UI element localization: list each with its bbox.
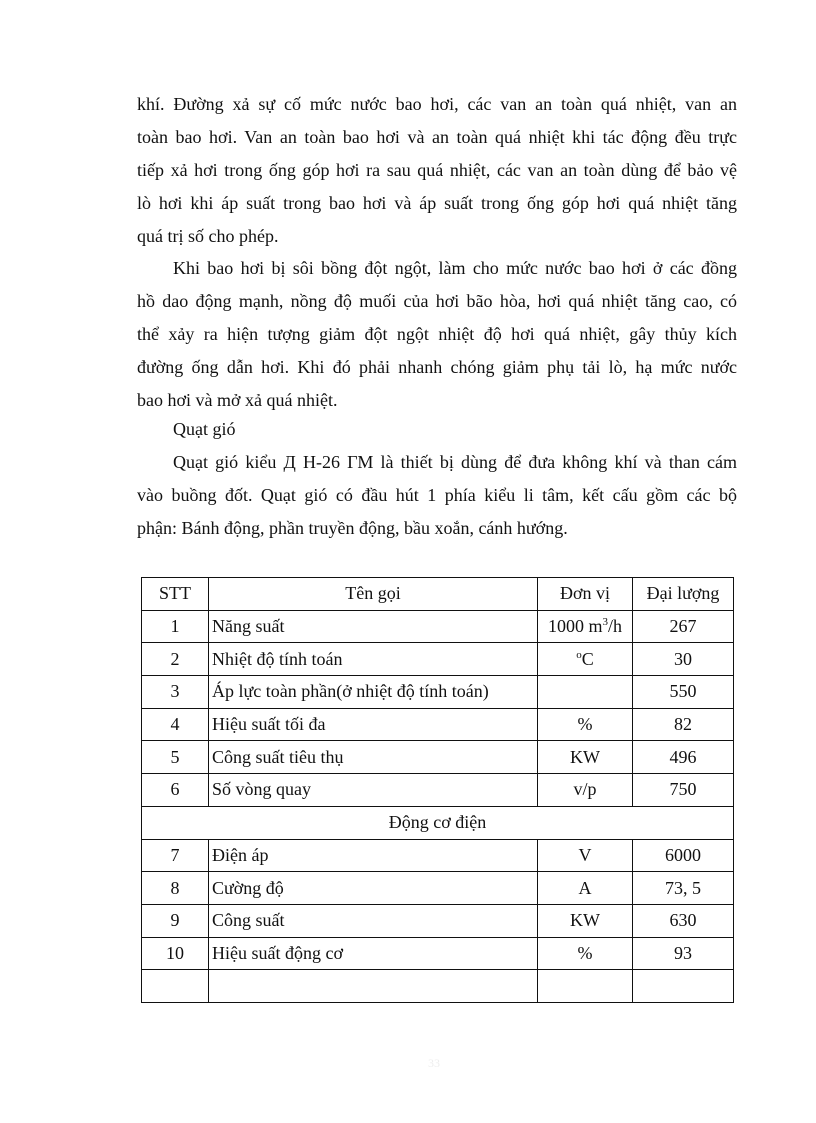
text-line: đường ống dẫn hơi. Khi đó phải nhanh chóng giảm phụ tải lò, hạ mức nước <box>137 357 737 377</box>
text-line: lò hơi khi áp suất trong bao hơi và áp suất trong ống góp hơi quá nhiệt tăng <box>137 193 737 213</box>
cell-name: Điện áp <box>209 839 538 872</box>
section-heading: Quạt gió <box>173 419 236 439</box>
cell-unit: A <box>538 872 633 905</box>
cell-name: Số vòng quay <box>209 774 538 807</box>
cell-name: Hiệu suất động cơ <box>209 937 538 970</box>
text-line: tiếp xả hơi trong ống góp hơi ra sau quá nhiệt, các van an toàn dùng để bảo vệ <box>137 160 737 180</box>
cell-stt: 7 <box>142 839 209 872</box>
cell-name: Công suất <box>209 904 538 937</box>
cell-empty <box>633 970 734 1003</box>
table-row <box>142 937 734 970</box>
cell-unit: V <box>538 839 633 872</box>
table-row <box>142 839 734 872</box>
text-line: quá trị số cho phép. <box>137 226 279 246</box>
unit-suffix: /h <box>608 616 623 637</box>
text-line: Quạt gió kiểu Д H-26 ГМ là thiết bị dùng để đưa không khí và than cám <box>173 452 737 472</box>
table-row <box>142 774 734 807</box>
text-line: phận: Bánh động, phần truyền động, bầu xoắn, cánh hướng. <box>137 518 568 538</box>
cell-unit: % <box>538 937 633 970</box>
cell-stt: 4 <box>142 708 209 741</box>
cell-name: Năng suất <box>209 610 538 643</box>
cell-stt: 2 <box>142 643 209 676</box>
paragraph-fan <box>137 446 737 545</box>
cell-value: 82 <box>633 708 734 741</box>
text-line: thể xảy ra hiện tượng giảm đột ngột nhiệt độ hơi quá nhiệt, gây thủy kích <box>137 324 737 344</box>
cell-stt: 9 <box>142 904 209 937</box>
group-label-motor: Động cơ điện <box>142 806 734 839</box>
table-empty-row <box>142 970 734 1003</box>
cell-value: 73, 5 <box>633 872 734 905</box>
text-line: bao hơi và mở xả quá nhiệt. <box>137 390 338 410</box>
cell-empty <box>142 970 209 1003</box>
cell-value: 550 <box>633 676 734 709</box>
table-row <box>142 741 734 774</box>
cell-stt: 6 <box>142 774 209 807</box>
header-name: Tên gọi <box>209 578 538 611</box>
table-row <box>142 610 734 643</box>
cell-name: Hiệu suất tối đa <box>209 708 538 741</box>
paragraph-relief-valves <box>137 88 737 253</box>
header-stt: STT <box>142 578 209 611</box>
fan-spec-table <box>141 577 734 1003</box>
cell-value: 93 <box>633 937 734 970</box>
cell-value: 630 <box>633 904 734 937</box>
cell-name: Công suất tiêu thụ <box>209 741 538 774</box>
table-header-row <box>142 578 734 611</box>
cell-empty <box>209 970 538 1003</box>
cell-value: 30 <box>633 643 734 676</box>
table-row <box>142 872 734 905</box>
cell-name: Cường độ <box>209 872 538 905</box>
text-line: hồ dao động mạnh, nồng độ muối của hơi bão hòa, hơi quá nhiệt tăng cao, có <box>137 291 737 311</box>
table-group-row <box>142 806 734 839</box>
cell-value: 6000 <box>633 839 734 872</box>
table-row <box>142 643 734 676</box>
cell-stt: 8 <box>142 872 209 905</box>
cell-name: Nhiệt độ tính toán <box>209 643 538 676</box>
text-line: Khi bao hơi bị sôi bồng đột ngột, làm cho mức nước bao hơi ở các đồng <box>173 258 737 278</box>
text-line: toàn bao hơi. Van an toàn bao hơi và an toàn quá nhiệt khi tác động đều trực <box>137 127 737 147</box>
unit-sup: o <box>576 648 582 661</box>
text-line: vào buồng đốt. Quạt gió có đầu hút 1 phía kiểu li tâm, kết cấu gồm các bộ <box>137 485 737 505</box>
cell-stt: 5 <box>142 741 209 774</box>
unit-suffix: C <box>581 648 594 669</box>
cell-unit <box>538 610 633 643</box>
table-row <box>142 904 734 937</box>
paragraph-boiling <box>137 252 737 417</box>
cell-value: 496 <box>633 741 734 774</box>
table-row <box>142 708 734 741</box>
header-unit: Đơn vị <box>538 578 633 611</box>
cell-unit: KW <box>538 904 633 937</box>
page-number: 33 <box>428 1056 440 1070</box>
unit-text: 1000 m <box>547 616 603 637</box>
cell-stt: 1 <box>142 610 209 643</box>
cell-unit <box>538 676 633 709</box>
cell-value: 267 <box>633 610 734 643</box>
text-line: khí. Đường xả sự cố mức nước bao hơi, các van an toàn quá nhiệt, van an <box>137 94 737 114</box>
cell-stt: 10 <box>142 937 209 970</box>
cell-unit <box>538 643 633 676</box>
cell-unit: % <box>538 708 633 741</box>
table-row <box>142 676 734 709</box>
cell-stt: 3 <box>142 676 209 709</box>
cell-empty <box>538 970 633 1003</box>
cell-unit: v/p <box>538 774 633 807</box>
unit-sup: 3 <box>602 616 608 629</box>
cell-unit: KW <box>538 741 633 774</box>
cell-name: Áp lực toàn phần(ở nhiệt độ tính toán) <box>209 676 538 709</box>
cell-value: 750 <box>633 774 734 807</box>
header-value: Đại lượng <box>633 578 734 611</box>
